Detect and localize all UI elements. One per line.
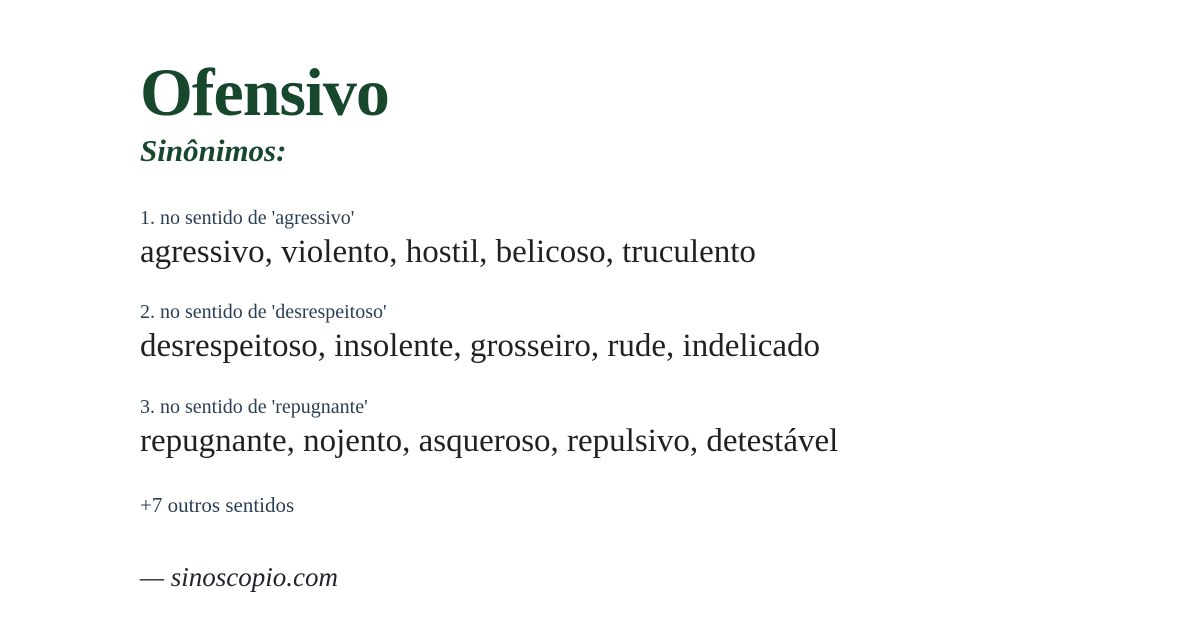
synonyms-subtitle: Sinônimos: [140,133,287,168]
sense-label: 3. no sentido de 'repugnante' [140,395,368,418]
sense-list [140,207,1140,461]
sense-item [140,396,1140,461]
sense-label: 2. no sentido de 'desrespeitoso' [140,301,387,324]
page-title: Ofensivo [140,54,389,130]
more-senses-note: +7 outros sentidos [140,492,295,517]
sense-item [140,207,1140,272]
sense-label: 1. no sentido de 'agressivo' [140,207,355,229]
sense-synonyms: repugnante, nojento, asqueroso, repulsivo, detestável [140,422,839,459]
sense-synonyms: desrespeitoso, insolente, grosseiro, rude, indelicado [140,328,820,365]
attribution-source: — sinoscopio.com [140,561,338,592]
sense-item [140,301,1140,366]
sense-synonyms: agressivo, violento, hostil, belicoso, truculento [140,234,756,270]
